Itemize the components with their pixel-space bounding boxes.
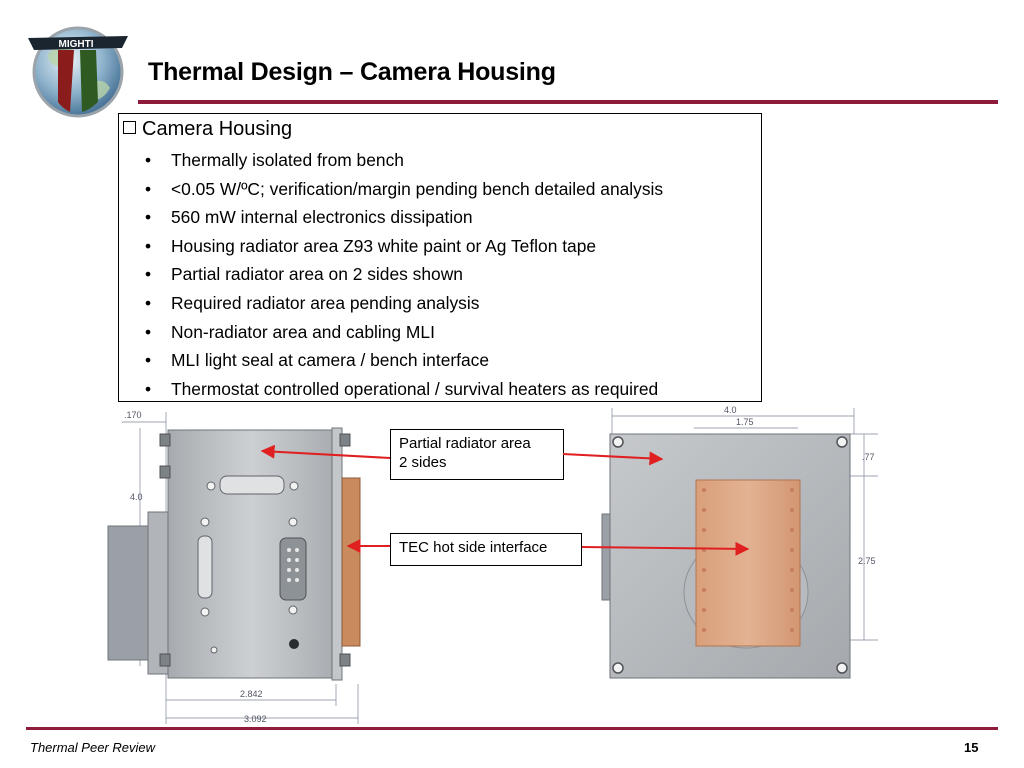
callout-tec	[390, 533, 582, 566]
dim-left-bottom-2: 3.092	[244, 714, 267, 724]
callout-tec-text: TEC hot side interface	[399, 539, 548, 556]
page-title: Thermal Design – Camera Housing	[148, 58, 556, 86]
list-item: • <0.05 W/ºC; verification/margin pending bench detailed analysis	[145, 178, 664, 199]
list-item: • Housing radiator area Z93 white paint or Ag Teflon tape	[145, 235, 597, 256]
bullet-text: Thermally isolated from bench	[171, 150, 404, 170]
mighti-logo	[18, 14, 134, 118]
dim-right-side-1: .77	[862, 452, 875, 462]
box-heading-text: Camera Housing	[142, 118, 293, 140]
list-item: • Thermostat controlled operational / survival heaters as required	[145, 378, 659, 399]
camera-housing-end-drawing	[596, 404, 882, 684]
bullet-text: Required radiator area pending analysis	[171, 292, 480, 313]
callout-radiator-line2: 2 sides	[399, 454, 447, 471]
list-item: • MLI light seal at camera / bench interface	[145, 350, 490, 371]
callout-radiator-line1: Partial radiator area	[399, 435, 531, 452]
dim-left-side: 4.0	[130, 492, 143, 502]
box-heading	[123, 118, 292, 141]
dim-right-top-2: 1.75	[736, 417, 754, 427]
dim-left-top: .170	[124, 410, 142, 420]
dim-right-side-2: 2.75	[858, 556, 876, 566]
dim-left-bottom-1: 2.842	[240, 689, 263, 699]
footer-text: Thermal Peer Review	[30, 740, 155, 755]
bullet-box	[118, 113, 762, 402]
list-item: • Thermally isolated from bench	[145, 150, 404, 170]
page-number: 15	[964, 740, 979, 755]
list-item: • Required radiator area pending analysis	[145, 292, 480, 313]
bullet-text: Thermostat controlled operational / survival heaters as required	[171, 378, 659, 399]
bullet-text: Non-radiator area and cabling MLI	[171, 321, 435, 342]
list-item: • 560 mW internal electronics dissipation	[145, 207, 473, 228]
bullet-text: Partial radiator area on 2 sides shown	[171, 264, 463, 285]
bullet-text: <0.05 W/ºC; verification/margin pending bench detailed analysis	[171, 178, 664, 199]
bullet-list	[119, 146, 663, 403]
list-item: • Partial radiator area on 2 sides shown	[145, 264, 463, 285]
bullet-text: 560 mW internal electronics dissipation	[171, 207, 473, 228]
title-divider	[138, 100, 998, 104]
dim-right-top-1: 4.0	[724, 405, 737, 415]
list-item: • Non-radiator area and cabling MLI	[145, 321, 435, 342]
bullet-text: MLI light seal at camera / bench interface	[171, 350, 490, 371]
footer-divider	[26, 727, 998, 730]
camera-housing-side-drawing	[104, 404, 366, 726]
bullet-text: Housing radiator area Z93 white paint or Ag Teflon tape	[171, 235, 597, 256]
callout-radiator	[390, 429, 564, 480]
logo-text: MIGHTI	[58, 39, 94, 50]
checkbox-bullet-icon	[123, 121, 136, 134]
